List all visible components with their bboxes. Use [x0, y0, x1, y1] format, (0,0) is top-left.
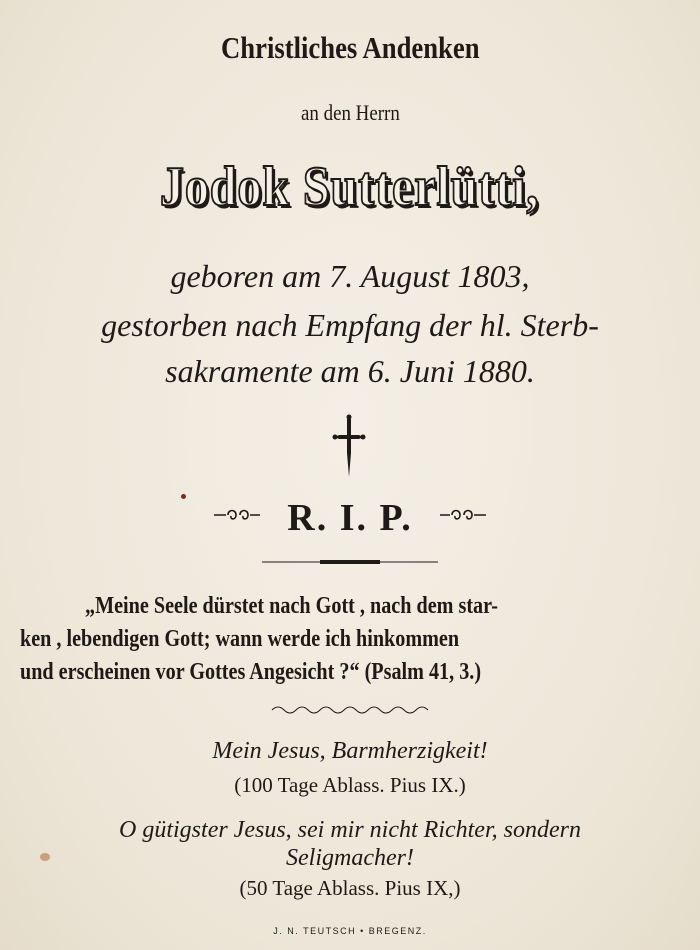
- wavy-divider: [270, 702, 430, 718]
- divider-rule: [262, 556, 438, 568]
- prayer-1: Mein Jesus, Barmherzigkeit!: [212, 738, 488, 764]
- rip-inscription: R. I. P.: [287, 497, 413, 539]
- scroll-ornament-right-icon: [438, 505, 488, 525]
- quote-line-2: ken , lebendigen Gott; wann werde ich hinkommen: [20, 626, 460, 652]
- prayer-2-line-2: Seligmacher!: [286, 845, 414, 871]
- birth-line: geboren am 7. August 1803,: [170, 258, 530, 294]
- deceased-name: Jodok Sutterlütti,: [160, 156, 540, 218]
- heading: Christliches Andenken: [220, 30, 480, 65]
- cross-icon: [331, 413, 367, 479]
- indulgence-1: (100 Tage Ablass. Pius IX.): [234, 773, 466, 797]
- quote-line-1: „Meine Seele dürstet nach Gott , nach dem star-: [85, 593, 499, 619]
- paper-stain: [40, 853, 50, 861]
- indulgence-2: (50 Tage Ablass. Pius IX,): [239, 876, 461, 900]
- salutation: an den Herrn: [300, 100, 400, 125]
- death-line-2: sakramente am 6. Juni 1880.: [165, 353, 535, 389]
- printer-imprint: J. N. TEUTSCH • BREGENZ.: [273, 926, 427, 936]
- prayer-2-line-1: O gütigster Jesus, sei mir nicht Richter, sondern: [119, 817, 581, 843]
- death-line-1: gestorben nach Empfang der hl. Sterb-: [101, 307, 599, 343]
- quote-line-3: und erscheinen vor Gottes Angesicht ?“ (Psalm 41, 3.): [20, 659, 482, 685]
